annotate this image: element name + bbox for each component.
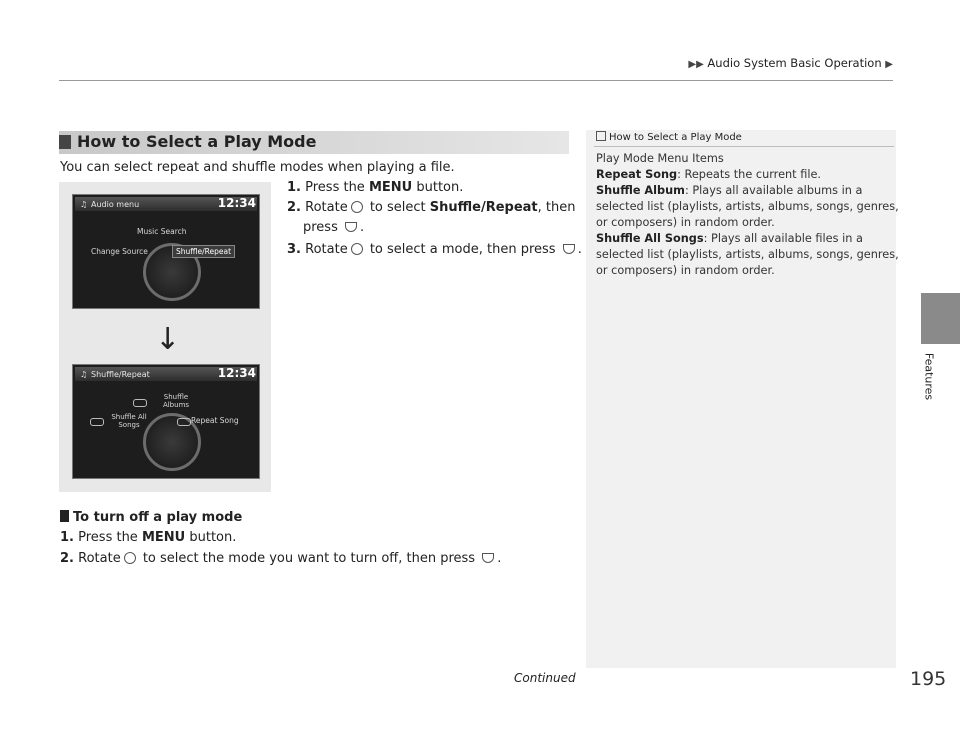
page-number: 195 (910, 668, 947, 690)
breadcrumb-text: Audio System Basic Operation (707, 56, 882, 70)
shuffle-toggle-icon (133, 399, 147, 407)
press-knob-icon (563, 244, 575, 254)
menu-item-music-search[interactable]: Music Search (137, 227, 187, 236)
step-1: 1. Press the MENU button. (287, 180, 464, 195)
side-note-item: Shuffle Album: Plays all available albums in a (596, 184, 863, 197)
display-illustration (59, 182, 271, 492)
side-note-item: Repeat Song: Repeats the current file. (596, 168, 822, 181)
mode-shuffle-albums[interactable]: Shuffle Albums (162, 393, 190, 409)
chapter-tab[interactable] (921, 293, 960, 344)
down-arrow-icon: ↓ (155, 322, 181, 357)
screen-header: ♫ Shuffle/Repeat (75, 367, 257, 381)
menu-item-change-source[interactable]: Change Source (91, 247, 148, 256)
subsection-marker-icon (60, 510, 69, 522)
selector-knob-icon (351, 201, 363, 213)
turn-off-heading: To turn off a play mode (60, 510, 242, 525)
screen-clock: 12:34 (217, 366, 256, 380)
menu-item-shuffle-repeat[interactable]: Shuffle/Repeat (172, 245, 235, 258)
continued-label: Continued (514, 671, 576, 685)
side-note-panel (586, 130, 899, 668)
repeat-toggle-icon (177, 418, 191, 426)
mode-shuffle-all-songs[interactable]: Shuffle All Songs (111, 413, 147, 429)
screen-header: ♫ Audio menu (75, 197, 257, 211)
breadcrumb-arrow-icon: ▶ (885, 59, 893, 70)
shuffle-toggle-icon (90, 418, 104, 426)
turn-off-step-2: 2. Rotate to select the mode you want to turn off, then press . (60, 551, 502, 566)
mode-repeat-song[interactable]: Repeat Song (191, 416, 239, 425)
selector-knob-icon (124, 552, 136, 564)
chapter-label: Features (922, 352, 936, 401)
press-knob-icon (345, 222, 357, 232)
intro-text: You can select repeat and shuffle modes when playing a file. (60, 160, 455, 175)
side-note-item: Shuffle All Songs: Plays all available files in a (596, 232, 863, 245)
step-2-continued: press . (303, 220, 365, 235)
step-2: 2. Rotate to select Shuffle/Repeat, then (287, 200, 576, 215)
breadcrumb-arrow-icon: ▶▶ (688, 59, 704, 70)
turn-off-step-1: 1. Press the MENU button. (60, 530, 237, 545)
shuffle-repeat-screen (72, 364, 260, 479)
audio-menu-screen (72, 194, 260, 309)
screen-clock: 12:34 (217, 196, 256, 210)
side-note-body: Play Mode Menu Items Repeat Song: Repeats the current file. Shuffle Album: Plays all available albums in a selected list (playlists, artists, albums, songs, genres, or composers) in random order. Shuffle All Songs: Plays all available files in a selected list (playlists, artists, albums, songs, genres, or composers) in random order. (596, 152, 899, 277)
press-knob-icon (482, 553, 494, 563)
selector-knob-icon (351, 243, 363, 255)
note-ref-icon (596, 131, 606, 141)
side-note-rule (594, 146, 894, 147)
step-3: 3. Rotate to select a mode, then press . (287, 242, 582, 257)
music-note-icon: ♫ (80, 370, 88, 379)
breadcrumb (0, 56, 893, 70)
music-note-icon: ♫ (80, 200, 88, 209)
side-note-heading: Play Mode Menu Items (596, 152, 724, 165)
header-rule (59, 80, 893, 81)
section-marker-icon (59, 135, 71, 149)
section-title-bar (59, 131, 569, 154)
side-note-title: How to Select a Play Mode (596, 131, 742, 143)
section-title: How to Select a Play Mode (77, 132, 317, 151)
